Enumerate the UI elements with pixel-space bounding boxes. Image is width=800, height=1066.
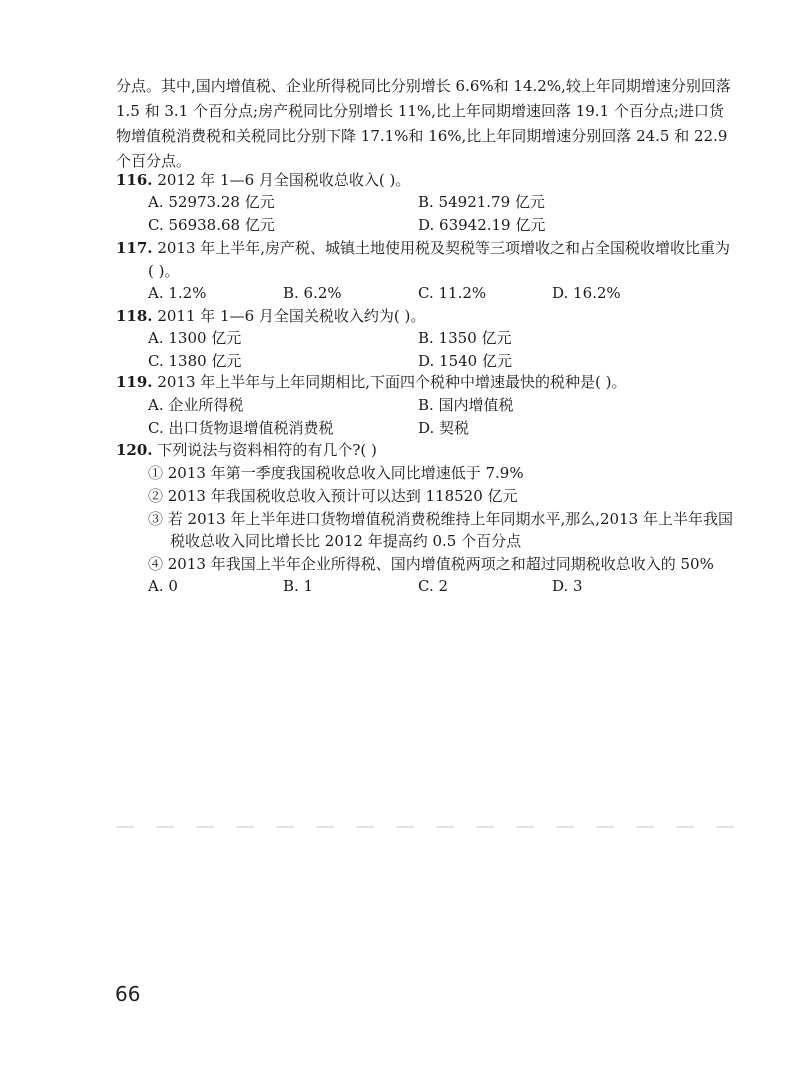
question-stem: 2013 年上半年,房产税、城镇土地使用税及契税等三项增收之和占全国税收增收比重为 — [157, 239, 731, 257]
option-d: D. 16.2% — [552, 284, 621, 302]
statement-2: ② 2013 年我国税收总收入预计可以达到 118520 亿元 — [148, 487, 518, 505]
question-stem: 2013 年上半年与上年同期相比,下面四个税种中增速最快的税种是( )。 — [157, 373, 627, 391]
statement-3: ③ 若 2013 年上半年进口货物增值税消费税维持上年同期水平,那么,2013 年上半年我国 — [148, 510, 733, 528]
option-d: D. 1540 亿元 — [418, 352, 512, 370]
option-b: B. 1 — [283, 577, 314, 595]
intro-line: 1.5 和 3.1 个百分点;房产税同比分别增长 11%,比上年同期增速回落 19.1 个百分点;进口货 — [116, 102, 724, 120]
question-stem: 2011 年 1—6 月全国关税收入约为( )。 — [157, 307, 426, 325]
option-a: A. 企业所得税 — [148, 396, 244, 414]
question-117 — [116, 238, 730, 258]
option-c: C. 56938.68 亿元 — [148, 216, 275, 234]
question-stem: 2012 年 1—6 月全国税收总收入( )。 — [157, 171, 411, 189]
question-119 — [116, 372, 627, 392]
option-a: A. 0 — [148, 577, 178, 595]
intro-line: 个百分点。 — [116, 152, 192, 170]
option-d: D. 63942.19 亿元 — [418, 216, 546, 234]
question-number: 117. — [116, 239, 153, 257]
question-118 — [116, 306, 425, 326]
question-stem-cont: ( )。 — [148, 262, 180, 280]
option-c: C. 2 — [418, 577, 449, 595]
statement-1: ① 2013 年第一季度我国税收总收入同比增速低于 7.9% — [148, 464, 524, 482]
option-c: C. 1380 亿元 — [148, 352, 242, 370]
option-b: B. 国内增值税 — [418, 396, 514, 414]
statement-4: ④ 2013 年我国上半年企业所得税、国内增值税两项之和超过同期税收总收入的 50% — [148, 555, 714, 573]
option-a: A. 1.2% — [148, 284, 207, 302]
question-number: 116. — [116, 171, 153, 189]
option-a: A. 52973.28 亿元 — [148, 193, 275, 211]
question-number: 118. — [116, 307, 153, 325]
intro-line: 物增值税消费税和关税同比分别下降 17.1%和 16%,比上年同期增速分别回落 24.5 和 22.9 — [116, 127, 728, 145]
question-number: 119. — [116, 373, 153, 391]
scan-artifact-divider — [116, 826, 746, 828]
page-number: 66 — [115, 982, 141, 1006]
question-116 — [116, 170, 410, 190]
option-b: B. 54921.79 亿元 — [418, 193, 545, 211]
option-d: D. 契税 — [418, 419, 470, 437]
option-c: C. 出口货物退增值税消费税 — [148, 419, 334, 437]
option-c: C. 11.2% — [418, 284, 487, 302]
intro-line: 分点。其中,国内增值税、企业所得税同比分别增长 6.6%和 14.2%,较上年同期增速分别回落 — [116, 77, 731, 95]
question-number: 120. — [116, 441, 153, 459]
option-d: D. 3 — [552, 577, 583, 595]
statement-3-cont: 税收总收入同比增长比 2012 年提高约 0.5 个百分点 — [170, 532, 522, 550]
option-b: B. 1350 亿元 — [418, 329, 512, 347]
option-b: B. 6.2% — [283, 284, 342, 302]
option-a: A. 1300 亿元 — [148, 329, 242, 347]
question-stem: 下列说法与资料相符的有几个?( ) — [157, 441, 377, 459]
question-120 — [116, 440, 377, 460]
